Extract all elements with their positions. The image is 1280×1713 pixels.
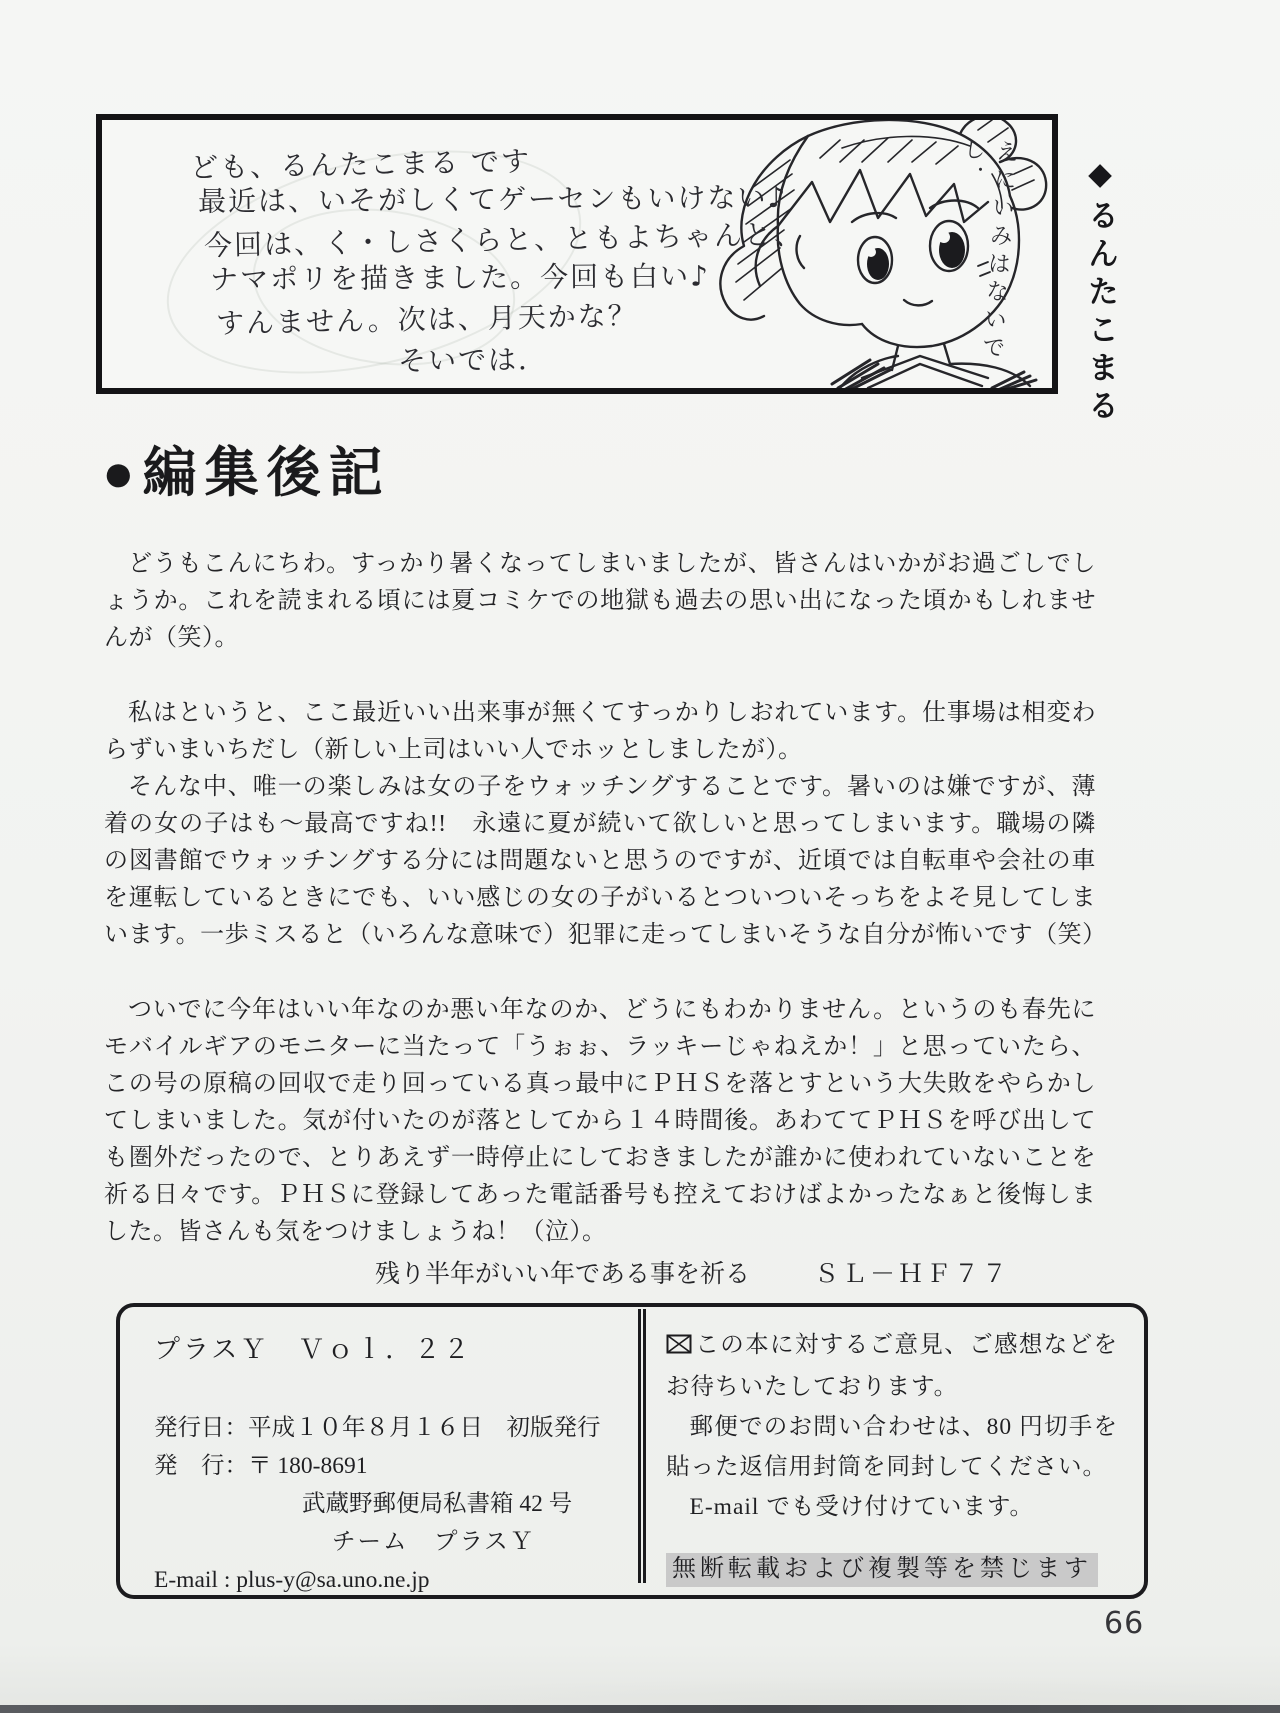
colophon-details — [154, 1409, 638, 1599]
closing-message: 残り半年がいい年である事を祈る — [374, 1261, 750, 1288]
closing-signature: ＳＬ－ＨＦ７７ — [813, 1261, 1010, 1288]
address-line: 武蔵野郵便局私書箱 42 号 — [302, 1491, 573, 1517]
artist-name-vertical: ◆るんたこまる — [1083, 156, 1118, 427]
feedback-line: E-mail でも受け付けています。 — [689, 1494, 1034, 1520]
mail-icon — [666, 1327, 692, 1367]
feedback-line — [666, 1325, 1118, 1407]
handwritten-comment — [102, 140, 1052, 378]
feedback-text: この本に対するご意見、ご感想などをお待ちいたしております。 — [666, 1332, 1118, 1400]
scan-smudge — [330, 1676, 1280, 1704]
publication-title: プラスＹ Ｖｏｌ．２２ — [154, 1335, 473, 1364]
colophon-left-column — [120, 1307, 638, 1595]
issue-date-line: 発行日：平成１０年８月１６日 初版発行 — [154, 1415, 601, 1441]
handwritten-line: ども、るんたこまる です — [189, 144, 532, 185]
closing-line — [104, 1254, 1010, 1290]
handwritten-line: そいでは． — [397, 343, 549, 378]
email-line: E-mail : plus-y@sa.uno.ne.jp — [154, 1567, 430, 1593]
author-comment-box — [96, 114, 1058, 394]
handwritten-line: 最近は、いそがしくてゲーセンもいけない♪ — [197, 180, 788, 218]
afterword-paragraph: 私はというと、ここ最近いい出来事が無くてすっかりしおれています。仕事場は相変わらずいまいちだし（新しい上司はいい人でホッとしましたが）。 — [104, 700, 1096, 763]
copyright-notice-row — [666, 1549, 1118, 1589]
handwritten-side-note: えにいみはないでし． — [955, 136, 1019, 364]
column-divider — [638, 1309, 646, 1583]
handwritten-line: ナマポリを描きました。今回も白い♪ — [209, 259, 710, 296]
publisher-line: 発 行：〒 180-8691 — [154, 1453, 368, 1479]
handwritten-line: すんません。次は、月天かな？ — [215, 298, 639, 341]
feedback-line: 郵便でのお問い合わせは、80 円切手を貼った返信用封筒を同封してください。 — [666, 1414, 1118, 1480]
team-line: チーム プラスＹ — [332, 1529, 536, 1555]
afterword-paragraph: どうもこんにちわ。すっかり暑くなってしまいましたが、皆さんはいかがお過ごしでしょうか。これを読まれる頃には夏コミケでの地獄も過去の思い出になった頃かもしれませんが（笑）。 — [104, 551, 1096, 651]
afterword-paragraph: そんな中、唯一の楽しみは女の子をウォッチングすることです。暑いのは嫌ですが、薄着の女の子はも～最高ですね!! 永遠に夏が続いて欲しいと思ってしまいます。職場の隣の図書館でウォッチングする分には問題ないと思うのですが、近頃では自転車や会社の車を運転しているときにでも、いい感じの女の子がいるとついついそっちをよそ見してしまいます。一歩ミスると（いろんな意味で）犯罪に走ってしまいそうな自分が怖いです（笑） — [104, 774, 1107, 948]
scan-edge-bottom — [0, 1705, 1280, 1713]
afterword-body — [104, 546, 1107, 1251]
page-number: 66 — [1104, 1606, 1145, 1641]
colophon-box — [116, 1303, 1148, 1599]
afterword-heading: ●編集後記 — [102, 443, 391, 503]
afterword-paragraph: ついでに今年はいい年なのか悪い年なのか、どうにもわかりません。というのも春先にモバイルギアのモニターに当たって「うぉぉ、ラッキーじゃねえか！」と思っていたら、この号の原稿の回収で走り回っている真っ最中にＰＨＳを落とすという大失敗をやらかしてしまいました。気が付いたのが落としてから１４時間後。あわててＰＨＳを呼び出しても圏外だったので、とりあえず一時停止にしておきましたが誰かに使われていないことを祈る日々です。ＰＨＳに登録してあった電話番号も控えておけばよかったなぁと後悔しました。皆さんも気をつけましょうね！（泣）。 — [104, 997, 1096, 1245]
handwritten-line: 今回は、く・しさくらと、ともよちゃんと、 — [203, 217, 805, 263]
colophon-right-column — [646, 1307, 1144, 1595]
copyright-notice: 無断転載および複製等を禁じます — [666, 1553, 1098, 1587]
